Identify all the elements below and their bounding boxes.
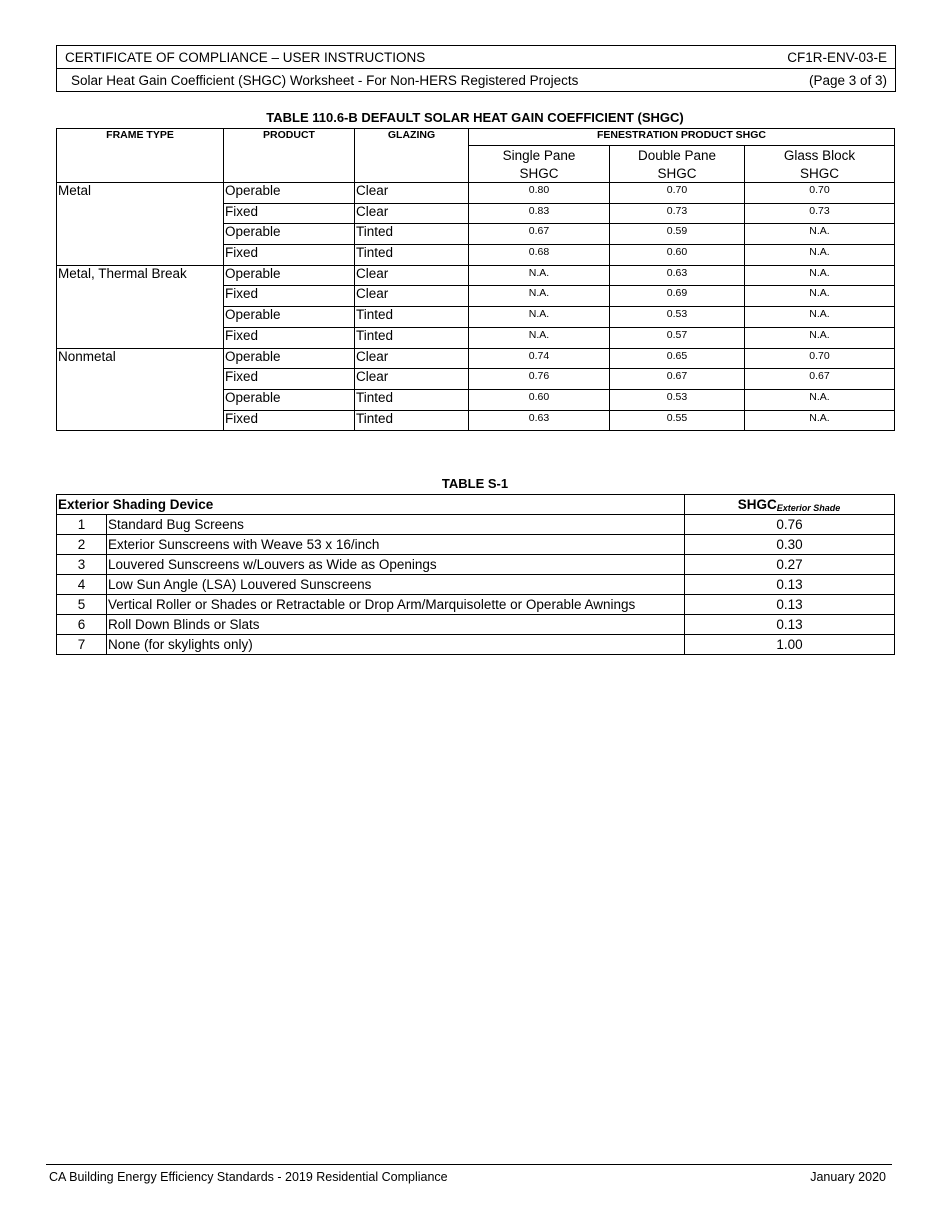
glass-block-value: 0.73 [745,203,895,224]
footer-date: January 2020 [810,1170,886,1184]
glazing-cell: Clear [355,369,469,390]
device-cell: Exterior Sunscreens with Weave 53 x 16/inch [107,535,685,555]
table-row [57,535,895,555]
single-pane-value: 0.67 [469,224,610,245]
col-header-exterior-shading-device: Exterior Shading Device [57,495,685,515]
row-number: 3 [57,555,107,575]
col-header-product: PRODUCT [224,129,355,183]
subheader-double-pane: Double Pane [610,146,745,165]
glass-block-value: N.A. [745,389,895,410]
shgc-value: 0.13 [685,575,895,595]
glass-block-value: N.A. [745,307,895,328]
single-pane-value: N.A. [469,307,610,328]
product-cell: Fixed [224,245,355,266]
glazing-cell: Tinted [355,245,469,266]
row-number: 1 [57,515,107,535]
shgc-label: SHGC [737,496,777,512]
glass-block-value: N.A. [745,286,895,307]
col-header-glazing: GLAZING [355,129,469,183]
double-pane-value: 0.73 [610,203,745,224]
glazing-cell: Clear [355,286,469,307]
row-number: 6 [57,615,107,635]
table-row [57,555,895,575]
double-pane-value: 0.67 [610,369,745,390]
product-cell: Fixed [224,327,355,348]
single-pane-value: 0.76 [469,369,610,390]
double-pane-value: 0.53 [610,307,745,328]
glazing-cell: Clear [355,203,469,224]
product-cell: Operable [224,224,355,245]
double-pane-value: 0.59 [610,224,745,245]
table-row [57,635,895,655]
glass-block-value: N.A. [745,410,895,431]
page-indicator: (Page 3 of 3) [808,72,887,88]
exterior-shading-table [56,494,895,655]
glazing-cell: Clear [355,348,469,369]
table1-title: TABLE 110.6-B DEFAULT SOLAR HEAT GAIN COEFFICIENT (SHGC) [266,110,684,125]
device-cell: Low Sun Angle (LSA) Louvered Sunscreens [107,575,685,595]
glazing-cell: Tinted [355,389,469,410]
double-pane-value: 0.60 [610,245,745,266]
glass-block-value: 0.70 [745,348,895,369]
glass-block-value: N.A. [745,245,895,266]
double-pane-value: 0.70 [610,183,745,204]
shgc-value: 0.13 [685,595,895,615]
double-pane-value: 0.53 [610,389,745,410]
form-header-row-1 [57,46,895,68]
table-row [57,595,895,615]
double-pane-value: 0.69 [610,286,745,307]
shgc-value: 1.00 [685,635,895,655]
single-pane-value: N.A. [469,286,610,307]
frame-type-cell: Metal [57,183,224,266]
shgc-value: 0.76 [685,515,895,535]
device-cell: Louvered Sunscreens w/Louvers as Wide as Openings [107,555,685,575]
product-cell: Operable [224,348,355,369]
glass-block-value: N.A. [745,265,895,286]
subheader-glass-block-unit: SHGC [745,164,895,183]
table-row [57,575,895,595]
product-cell: Fixed [224,286,355,307]
shgc-subscript: Exterior Shade [776,502,841,513]
table-row [57,515,895,535]
subheader-single-pane: Single Pane [469,146,610,165]
single-pane-value: 0.80 [469,183,610,204]
shgc-value: 0.27 [685,555,895,575]
subheader-glass-block: Glass Block [745,146,895,165]
glazing-cell: Tinted [355,307,469,328]
col-header-fenestration-shgc: FENESTRATION PRODUCT SHGC [469,129,895,146]
subheader-single-pane-unit: SHGC [469,164,610,183]
single-pane-value: 0.68 [469,245,610,266]
product-cell: Operable [224,389,355,410]
product-cell: Fixed [224,203,355,224]
glazing-cell: Tinted [355,410,469,431]
product-cell: Fixed [224,410,355,431]
frame-type-cell: Nonmetal [57,348,224,431]
single-pane-value: N.A. [469,327,610,348]
glass-block-value: 0.70 [745,183,895,204]
row-number: 2 [57,535,107,555]
single-pane-value: N.A. [469,265,610,286]
product-cell: Operable [224,307,355,328]
shgc-value: 0.30 [685,535,895,555]
single-pane-value: 0.83 [469,203,610,224]
double-pane-value: 0.65 [610,348,745,369]
col-header-shgc-exterior-shade [685,495,895,515]
single-pane-value: 0.63 [469,410,610,431]
form-title: CERTIFICATE OF COMPLIANCE – USER INSTRUCTIONS [65,49,426,65]
col-header-frame-type: FRAME TYPE [57,129,224,183]
product-cell: Operable [224,183,355,204]
glass-block-value: N.A. [745,327,895,348]
single-pane-value: 0.74 [469,348,610,369]
table2-title: TABLE S-1 [441,476,509,491]
subheader-double-pane-unit: SHGC [610,164,745,183]
frame-type-cell: Metal, Thermal Break [57,265,224,348]
row-number: 5 [57,595,107,615]
glazing-cell: Tinted [355,224,469,245]
device-cell: Vertical Roller or Shades or Retractable or Drop Arm/Marquisolette or Operable Awnings [107,595,685,615]
double-pane-value: 0.63 [610,265,745,286]
glass-block-value: 0.67 [745,369,895,390]
form-id: CF1R-ENV-03-E [787,49,887,65]
table-row [57,265,895,286]
form-header [56,45,896,92]
double-pane-value: 0.57 [610,327,745,348]
shgc-value: 0.13 [685,615,895,635]
product-cell: Operable [224,265,355,286]
table-row [57,615,895,635]
page-footer [46,1164,892,1184]
device-cell: None (for skylights only) [107,635,685,655]
form-header-row-2 [57,68,895,91]
form-subtitle: Solar Heat Gain Coefficient (SHGC) Worksheet - For Non-HERS Registered Projects [71,72,579,88]
table-row [57,348,895,369]
single-pane-value: 0.60 [469,389,610,410]
default-shgc-table [56,128,895,431]
glazing-cell: Tinted [355,327,469,348]
table-row [57,183,895,204]
footer-standard: CA Building Energy Efficiency Standards - 2019 Residential Compliance [49,1170,448,1184]
device-cell: Standard Bug Screens [107,515,685,535]
row-number: 7 [57,635,107,655]
double-pane-value: 0.55 [610,410,745,431]
device-cell: Roll Down Blinds or Slats [107,615,685,635]
row-number: 4 [57,575,107,595]
glazing-cell: Clear [355,265,469,286]
glazing-cell: Clear [355,183,469,204]
glass-block-value: N.A. [745,224,895,245]
product-cell: Fixed [224,369,355,390]
